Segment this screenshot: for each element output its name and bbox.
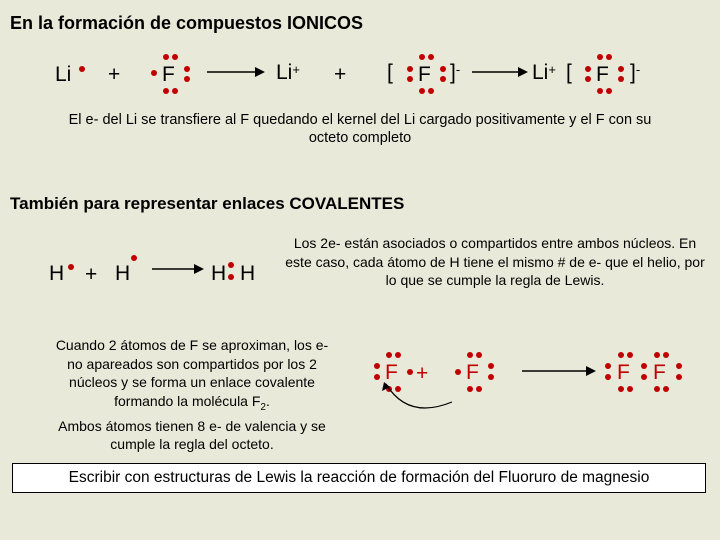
h-electron [68,264,74,270]
f-electron [374,363,380,369]
f-electron [407,76,413,82]
f-electron [428,88,434,94]
f-electron [654,352,660,358]
f-electron [605,363,611,369]
h2-explanation: Los 2e- están asociados o compartidos entre ambos núcleos. En este caso, cada átomo de H tiene el mismo # de e- que el helio, por lo que se cumple la regla de Lewis. [285,235,705,288]
f-electron [618,66,624,72]
li-cation: Li+ [532,61,556,84]
reaction-arrow [205,65,267,79]
f-unpaired-electron [407,369,413,375]
f-electron [419,54,425,60]
ionic-explanation: El e- del Li se transfiere al F quedando el kernel del Li cargado positivamente y el F con su octeto completo [68,112,652,146]
fluoride-symbol: F [596,63,609,86]
f2-explanation-line: formando la molécula $F_2$. [114,392,270,413]
f-electron [151,70,157,76]
f-electron [663,352,669,358]
f-electron [605,374,611,380]
f-electron [163,88,169,94]
f-electron [488,363,494,369]
f-electron [163,54,169,60]
f-electron [663,386,669,392]
f-electron [467,352,473,358]
f-electron [627,386,633,392]
f-electron [676,363,682,369]
shared-electron [228,262,234,268]
plus-sign: + [108,63,121,86]
f-electron [374,374,380,380]
f-unpaired-electron [455,369,461,375]
f2-explanation-line: núcleos y se forma un enlace covalente [69,374,315,390]
f2-explanation [14,336,370,454]
ionic-title: En la formación de compuestos IONICOS [10,13,364,33]
f-electron [407,66,413,72]
fluoride-anion-bracket: ]- [450,61,461,84]
f2-explanation-line: no apareados son compartidos por los 2 [67,355,317,372]
h-symbol: H [115,262,131,285]
f-electron [476,386,482,392]
plus-sign: + [334,63,347,86]
reaction-arrow [470,65,530,79]
li-cation: Li+ [276,61,300,84]
shared-electron [228,274,234,280]
f-electron [627,352,633,358]
f-electron [597,54,603,60]
h-electron [131,255,137,261]
li-valence-electron [79,66,85,72]
f-electron [184,76,190,82]
f-electron [476,352,482,358]
f-electron [386,352,392,358]
f-electron [172,54,178,60]
bracket-open: [ [387,61,393,84]
f-electron [467,386,473,392]
f-symbol: F [162,63,175,86]
reaction-arrow [520,364,600,378]
f2-right-f: F [653,361,666,384]
f-electron [184,66,190,72]
f-electron [618,76,624,82]
f2-left-f: F [617,361,630,384]
f-electron [618,386,624,392]
f-electron [606,54,612,60]
shared-electron [641,363,647,369]
f-electron [488,374,494,380]
f-electron [676,374,682,380]
f-electron [440,66,446,72]
exercise-text: Escribir con estructuras de Lewis la reacción de formación del Fluoruro de magnesio [68,469,650,486]
f-electron [606,88,612,94]
f2-explanation-line: Ambos átomos tienen 8 e- de valencia y se [58,417,326,434]
f-electron [172,88,178,94]
f-electron [428,54,434,60]
f-electron [585,76,591,82]
h-symbol: H [49,262,65,285]
h2-right-h: H [240,262,256,285]
f-symbol: F [466,361,479,384]
fluoride-anion-bracket: ]- [630,61,641,84]
f-electron [597,88,603,94]
plus-sign: + [416,362,429,385]
h2-left-h: H [211,262,227,285]
li-symbol: Li [55,63,72,86]
reaction-arrow [150,262,206,276]
f-electron [395,352,401,358]
plus-sign: + [85,263,98,286]
f-electron [618,352,624,358]
fluoride-symbol: F [418,63,431,86]
bracket-open: [ [566,61,572,84]
f-electron [585,66,591,72]
approach-arrow [380,382,460,422]
f-electron [654,386,660,392]
f-electron [440,76,446,82]
exercise-box [12,463,706,493]
f-symbol: F [385,361,398,384]
covalent-title: También para representar enlaces COVALENTES [10,194,405,213]
shared-electron [641,374,647,380]
f-electron [419,88,425,94]
f2-explanation-line: Cuando 2 átomos de F se aproximan, los e- [55,337,329,353]
f2-explanation-line: cumple la regla del octeto. [110,436,274,453]
